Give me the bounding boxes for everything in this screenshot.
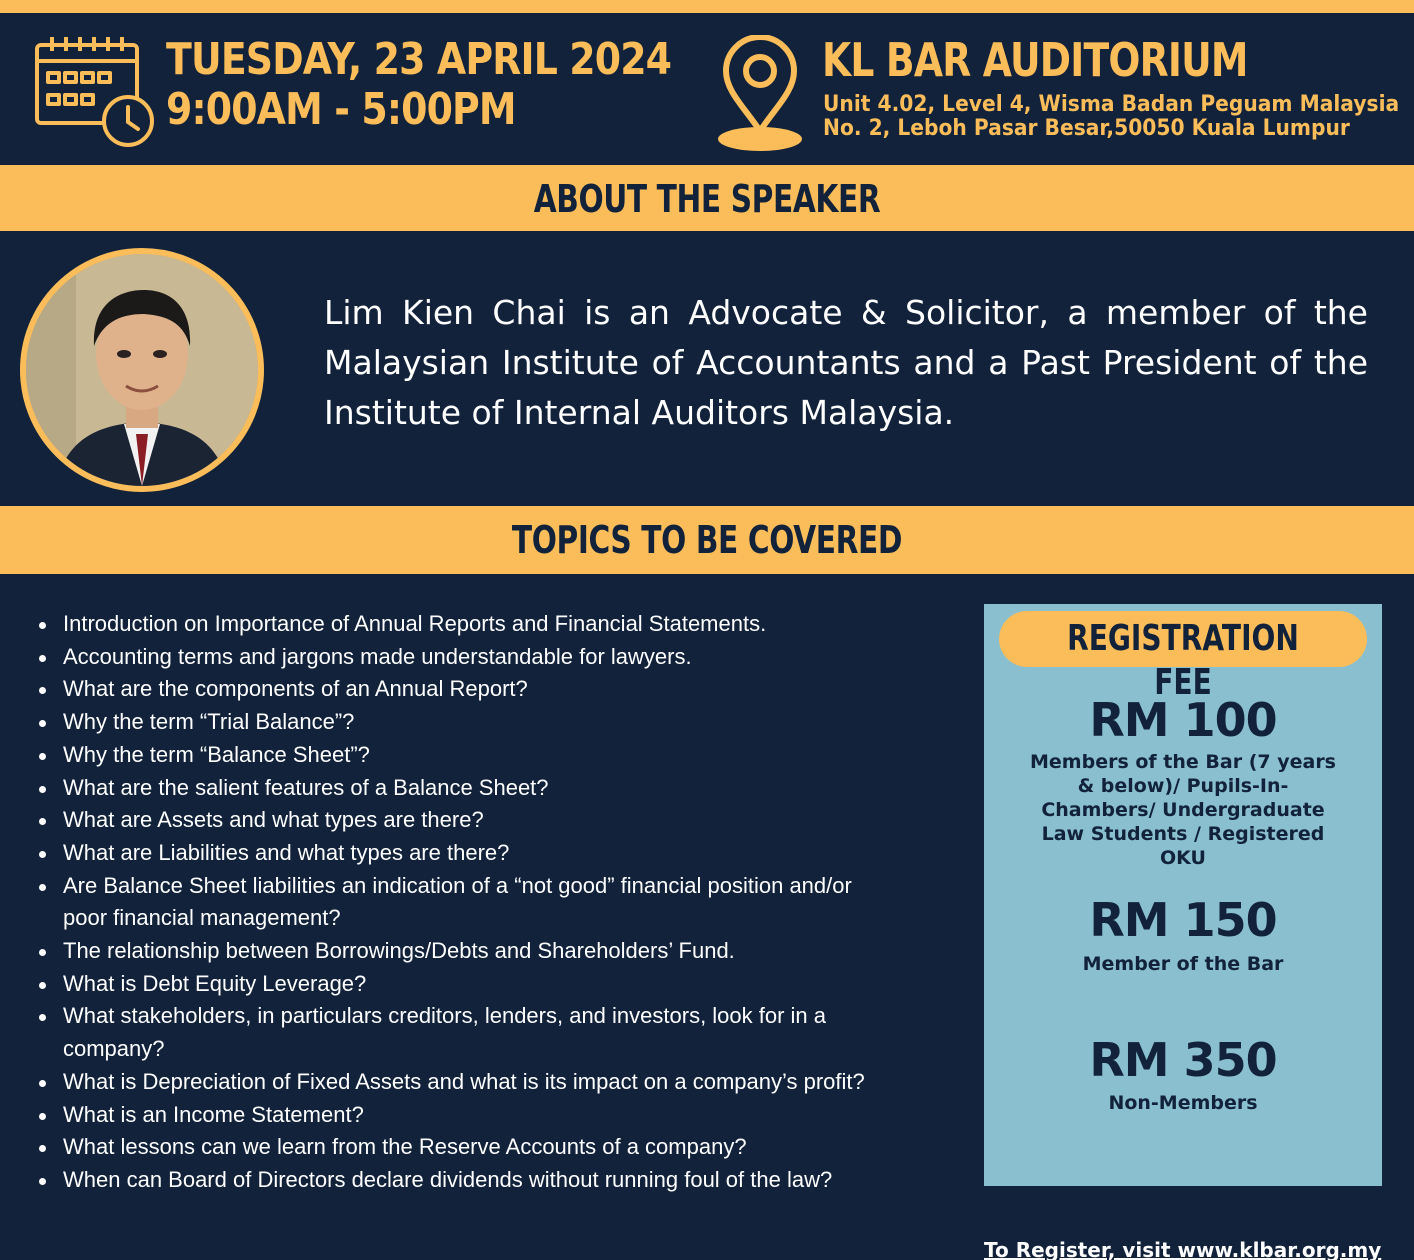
speaker-portrait-image <box>26 254 258 486</box>
topics-section-banner <box>0 506 1414 574</box>
fee-description: Member of the Bar <box>1082 953 1284 975</box>
topic-item: What stakeholders, in particulars creditors, lenders, and investors, look for in a company? <box>36 1000 874 1065</box>
topic-item: What is Depreciation of Fixed Assets and what is its impact on a company’s profit? <box>36 1066 874 1099</box>
registration-fee-title-pill <box>999 611 1367 703</box>
location-pin-icon <box>714 35 808 153</box>
venue-address-line2: No. 2, Leboh Pasar Besar,50050 Kuala Lumpur <box>823 116 1350 141</box>
event-time: 9:00AM - 5:00PM <box>166 84 516 135</box>
fee-price: RM 150 <box>1089 893 1277 947</box>
topic-item: The relationship between Borrowings/Debts and Shareholders’ Fund. <box>36 935 874 968</box>
event-info-bar <box>0 13 1414 165</box>
topics-list <box>36 608 874 1197</box>
topic-item: Introduction on Importance of Annual Reports and Financial Statements. <box>36 608 874 641</box>
top-accent-strip <box>0 0 1414 13</box>
topic-item: What are the components of an Annual Report? <box>36 673 874 706</box>
topic-item: What are Assets and what types are there? <box>36 804 874 837</box>
fee-price: RM 100 <box>1089 693 1277 747</box>
topic-item: When can Board of Directors declare dividends without running foul of the law? <box>36 1164 874 1197</box>
venue-address-line1: Unit 4.02, Level 4, Wisma Badan Peguam Malaysia <box>823 92 1400 117</box>
event-date-time <box>166 35 671 135</box>
registration-fee-title: REGISTRATION FEE <box>1067 618 1299 703</box>
speaker-section-title: ABOUT THE SPEAKER <box>533 177 881 221</box>
topic-item: What lessons can we learn from the Reserve Accounts of a company? <box>36 1131 874 1164</box>
topic-item: Are Balance Sheet liabilities an indication of a “not good” financial position and/or poor financial management? <box>36 870 874 935</box>
topic-item: Why the term “Trial Balance”? <box>36 706 874 739</box>
topics-section-title: TOPICS TO BE COVERED <box>511 518 903 562</box>
register-link[interactable]: To Register, visit www.klbar.org.my <box>984 1238 1382 1260</box>
registration-fee-box <box>984 604 1382 1186</box>
speaker-bio: Lim Kien Chai is an Advocate & Solicitor, a member of the Malaysian Institute of Accountants and a Past President of the Institute of Internal Auditors Malaysia. <box>324 293 1368 432</box>
fee-description: Members of the Bar (7 years & below)/ Pupils-In-Chambers/ Undergraduate Law Students / Registered OKU <box>1030 751 1336 869</box>
event-date: TUESDAY, 23 APRIL 2024 <box>166 34 672 85</box>
topic-item: Why the term “Balance Sheet”? <box>36 739 874 772</box>
topic-item: What are Liabilities and what types are there? <box>36 837 874 870</box>
topic-item: What are the salient features of a Balance Sheet? <box>36 772 874 805</box>
topic-item: Accounting terms and jargons made understandable for lawyers. <box>36 641 874 674</box>
venue-title: KL BAR AUDITORIUM <box>822 33 1248 87</box>
fee-price: RM 350 <box>1089 1033 1277 1087</box>
fee-description: Non-Members <box>1108 1092 1258 1114</box>
speaker-photo <box>20 248 264 492</box>
speaker-section-banner <box>0 165 1414 231</box>
topic-item: What is Debt Equity Leverage? <box>36 968 874 1001</box>
calendar-clock-icon <box>34 33 156 151</box>
topic-item: What is an Income Statement? <box>36 1099 874 1132</box>
